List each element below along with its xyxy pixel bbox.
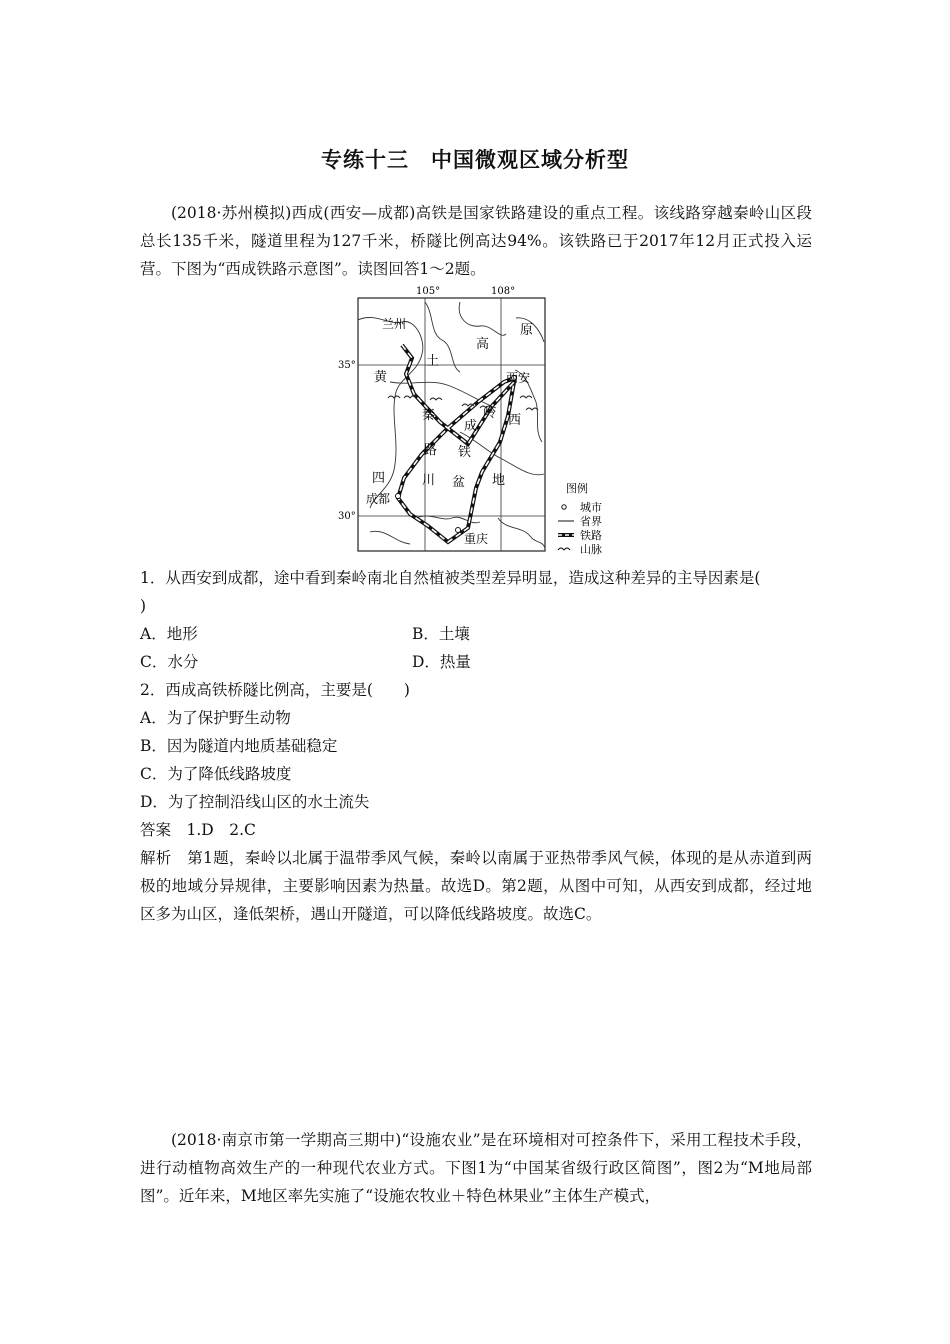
label-xi: 西: [508, 413, 522, 428]
xicheng-railway-map: [330, 282, 630, 558]
question-1-stem: 1．从西安到成都，途中看到秦岭南北自然植被类型差异明显，造成这种差异的主导因素是( ): [140, 569, 761, 615]
label-lanzhou: 兰州: [382, 317, 407, 331]
label-chengdu: 成都: [366, 492, 391, 506]
label-yuan: 原: [520, 323, 534, 338]
chengdu-city-marker: [396, 494, 401, 499]
label-huang: 黄: [374, 370, 388, 385]
label-lu: 路: [424, 443, 438, 458]
label-ling: 岭: [483, 406, 497, 421]
map-legend: [558, 481, 602, 556]
answer-line: 答案 1.D 2.C: [140, 821, 256, 839]
lon-label-108: 108°: [491, 286, 516, 297]
intro-paragraph: (2018·苏州模拟)西成(西安—成都)高铁是国家铁路建设的重点工程。该线路穿越秦岭山区段总长135千米，隧道里程为127千米，桥隧比例高达94%。该铁路已于2017年12月正式投入运营。下图为“西成铁路示意图”。读图回答1～2题。: [140, 204, 812, 278]
label-tie: 铁: [458, 445, 472, 460]
legend-mountain-label: 山脉: [580, 543, 602, 556]
legend-title: 图例: [566, 482, 588, 495]
q2-option-d: D．为了控制沿线山区的水土流失: [140, 793, 370, 811]
railway-line: [398, 345, 514, 542]
q1-option-a: A．地形: [140, 625, 198, 643]
legend-mountain-icon: [558, 548, 570, 550]
page-title: 专练十三 中国微观区域分析型: [321, 148, 629, 172]
label-di: 地: [492, 473, 506, 488]
analysis-paragraph: 解析 第1题，秦岭以北属于温带季风气候，秦岭以南属于亚热带季风气候，体现的是从赤道到两极的地域分异规律，主要影响因素为热量。故选D。第2题，从图中可知，从西安到成都，经过地区多为山区，逢低架桥，遇山开隧道，可以降低线路坡度。故选C。: [140, 849, 812, 923]
legend-border-label: 省界: [580, 515, 602, 528]
label-xian: 西安: [506, 371, 531, 385]
lat-label-35: 35°: [338, 360, 356, 371]
mountain-symbols: [388, 396, 538, 410]
question-2-stem: 2．西成高铁桥隧比例高，主要是( ): [140, 681, 410, 699]
q1-option-d: D．热量: [412, 653, 471, 671]
label-gao: 高: [476, 337, 490, 352]
q1-option-c: C．水分: [140, 653, 199, 671]
label-cheng: 成: [464, 419, 478, 434]
q1-option-b: B．土壤: [412, 625, 470, 643]
lon-label-105: 105°: [416, 286, 441, 297]
lat-label-30: 30°: [338, 511, 356, 522]
label-chuan: 川: [422, 473, 436, 488]
legend-city-label: 城市: [580, 501, 602, 514]
label-pen: 盆: [452, 475, 466, 490]
chongqing-city-marker: [456, 528, 461, 533]
q2-option-a: A．为了保护野生动物: [140, 709, 291, 727]
second-intro-paragraph: (2018·南京市第一学期高三期中)“设施农业”是在环境相对可控条件下，采用工程技术手段，进行动植物高效生产的一种现代农业方式。下图1为“中国某省级行政区简图”，图2为“M地局部图”。近年来，M地区率先实施了“设施农牧业＋特色林果业”主体生产模式，: [140, 1131, 812, 1205]
legend-city-icon: [562, 505, 566, 509]
label-tu: 土: [426, 354, 440, 369]
label-chongqing: 重庆: [464, 532, 489, 546]
label-si: 四: [372, 471, 386, 486]
legend-railway-label: 铁路: [580, 529, 602, 542]
q2-option-b: B．因为隧道内地质基础稳定: [140, 737, 338, 755]
q2-option-c: C．为了降低线路坡度: [140, 765, 292, 783]
label-qin: 秦: [422, 408, 436, 423]
